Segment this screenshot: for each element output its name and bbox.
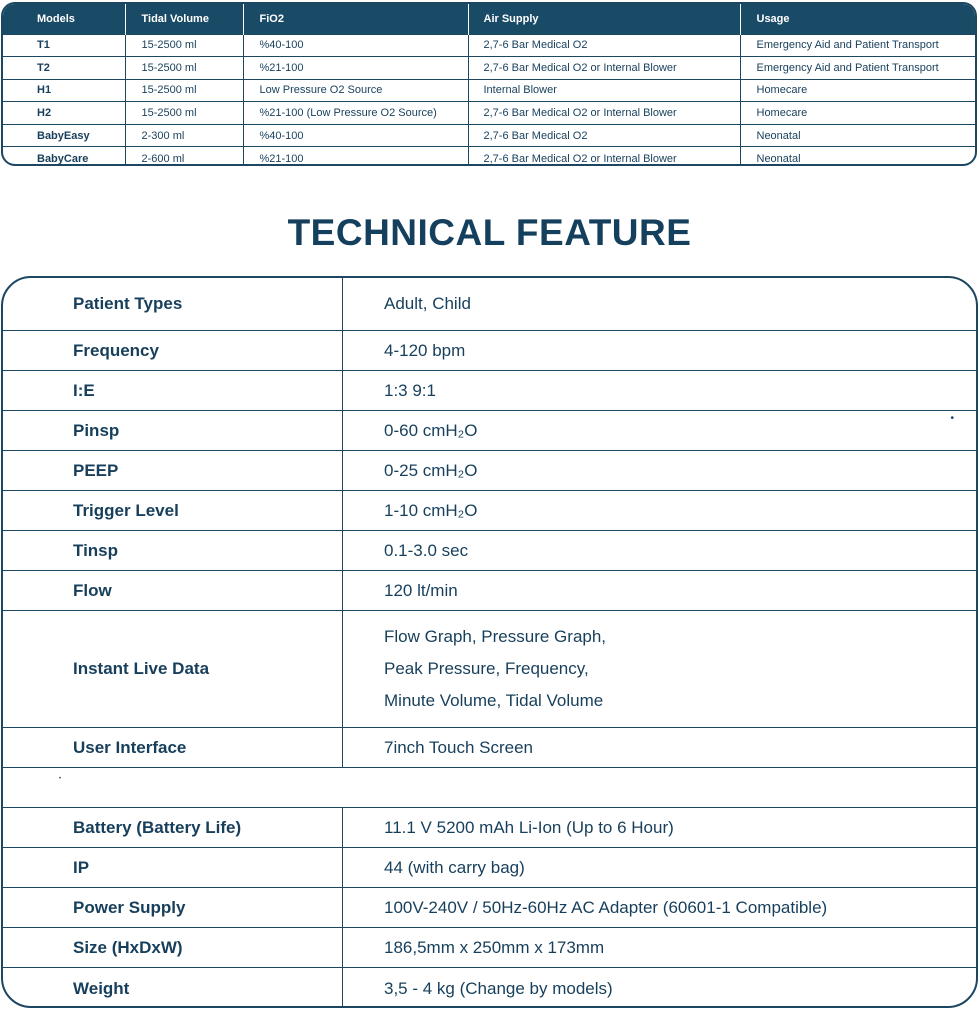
fio2: %21-100 (243, 147, 468, 166)
feature-value: 0.1-3.0 sec (384, 540, 469, 560)
model-name: H1 (3, 79, 125, 102)
model-name: H2 (3, 102, 125, 125)
feature-row-trigger-level (3, 490, 976, 530)
air-supply: 2,7-6 Bar Medical O2 or Internal Blower (468, 102, 740, 125)
air-supply: 2,7-6 Bar Medical O2 or Internal Blower (468, 147, 740, 166)
models-header-row (3, 4, 975, 34)
feature-value: 186,5mm x 250mm x 173mm (384, 937, 605, 957)
tidal-volume: 15-2500 ml (125, 34, 243, 57)
model-name: BabyCare (3, 147, 125, 166)
feature-value-multiline (343, 621, 976, 717)
usage: Homecare (740, 79, 975, 102)
feature-row-pinsp (3, 410, 976, 450)
feature-row-flow (3, 570, 976, 610)
feature-value-line: Minute Volume, Tidal Volume (384, 691, 604, 710)
stray-dot: • (950, 413, 954, 424)
feature-value: 11.1 V 5200 mAh Li-Ion (Up to 6 Hour) (384, 817, 674, 837)
feature-label: I:E (3, 371, 343, 410)
model-name: T1 (3, 34, 125, 57)
feature-value: 44 (with carry bag) (384, 857, 525, 877)
header-models: Models (3, 4, 125, 34)
feature-value: Adult, Child (384, 294, 471, 313)
table-row (3, 79, 975, 102)
usage: Homecare (740, 102, 975, 125)
feature-row-ip (3, 847, 976, 887)
feature-label: User Interface (3, 728, 343, 767)
feature-label: Trigger Level (3, 491, 343, 530)
tidal-volume: 15-2500 ml (125, 79, 243, 102)
feature-row-weight (3, 967, 976, 1008)
table-row (3, 102, 975, 125)
header-tidal-volume: Tidal Volume (125, 4, 243, 34)
fio2: Low Pressure O2 Source (243, 79, 468, 102)
feature-row-frequency (3, 330, 976, 370)
feature-value-line: Peak Pressure, Frequency, (384, 659, 589, 678)
feature-label: Battery (Battery Life) (3, 808, 343, 847)
feature-label: IP (3, 848, 343, 887)
fio2: %21-100 (Low Pressure O2 Source) (243, 102, 468, 125)
usage: Neonatal (740, 147, 975, 166)
feature-row-ie (3, 370, 976, 410)
fio2: %40-100 (243, 34, 468, 57)
feature-value: 0-60 cmH₂O (384, 420, 478, 440)
feature-row-patient-types (3, 278, 976, 330)
fio2: %21-100 (243, 57, 468, 80)
usage: Emergency Aid and Patient Transport (740, 34, 975, 57)
air-supply: Internal Blower (468, 79, 740, 102)
tidal-volume: 15-2500 ml (125, 102, 243, 125)
feature-row-tinsp (3, 530, 976, 570)
feature-value: 4-120 bpm (384, 340, 466, 360)
header-usage: Usage (740, 4, 975, 34)
tidal-volume: 15-2500 ml (125, 57, 243, 80)
air-supply: 2,7-6 Bar Medical O2 (468, 124, 740, 147)
feature-row-battery (3, 807, 976, 847)
feature-row-empty (3, 767, 976, 807)
header-air-supply: Air Supply (468, 4, 740, 34)
feature-label: Frequency (3, 331, 343, 370)
tidal-volume: 2-600 ml (125, 147, 243, 166)
feature-value: 120 lt/min (384, 580, 458, 600)
feature-label: PEEP (3, 451, 343, 490)
table-row (3, 57, 975, 80)
technical-feature-table (1, 276, 978, 1008)
models-table (1, 2, 977, 166)
model-name: T2 (3, 57, 125, 80)
stray-dot: • (59, 776, 62, 782)
feature-row-user-interface (3, 727, 976, 767)
feature-value: 1:3 9:1 (384, 380, 436, 400)
feature-label (3, 768, 343, 807)
tidal-volume: 2-300 ml (125, 124, 243, 147)
table-row (3, 34, 975, 57)
feature-value-line: Flow Graph, Pressure Graph, (384, 627, 607, 646)
feature-row-power-supply (3, 887, 976, 927)
air-supply: 2,7-6 Bar Medical O2 or Internal Blower (468, 57, 740, 80)
feature-row-size (3, 927, 976, 967)
feature-value: 100V-240V / 50Hz-60Hz AC Adapter (60601-1 Compatible) (384, 897, 828, 917)
feature-label: Weight (3, 968, 343, 1008)
table-row (3, 147, 975, 166)
feature-label: Pinsp (3, 411, 343, 450)
page-title: TECHNICAL FEATURE (287, 212, 692, 253)
feature-label: Power Supply (3, 888, 343, 927)
feature-value: 3,5 - 4 kg (Change by models) (384, 978, 613, 998)
feature-label: Patient Types (3, 278, 343, 330)
feature-value: 1-10 cmH₂O (384, 500, 478, 520)
header-fio2: FiO2 (243, 4, 468, 34)
usage: Neonatal (740, 124, 975, 147)
feature-label: Flow (3, 571, 343, 610)
fio2: %40-100 (243, 124, 468, 147)
usage: Emergency Aid and Patient Transport (740, 57, 975, 80)
feature-value: 0-25 cmH₂O (384, 460, 478, 480)
feature-row-instant-live-data (3, 610, 976, 727)
table-row (3, 124, 975, 147)
feature-label: Tinsp (3, 531, 343, 570)
feature-label: Size (HxDxW) (3, 928, 343, 967)
feature-value: 7inch Touch Screen (384, 737, 534, 757)
air-supply: 2,7-6 Bar Medical O2 (468, 34, 740, 57)
model-name: BabyEasy (3, 124, 125, 147)
feature-row-peep (3, 450, 976, 490)
feature-label: Instant Live Data (3, 611, 343, 727)
